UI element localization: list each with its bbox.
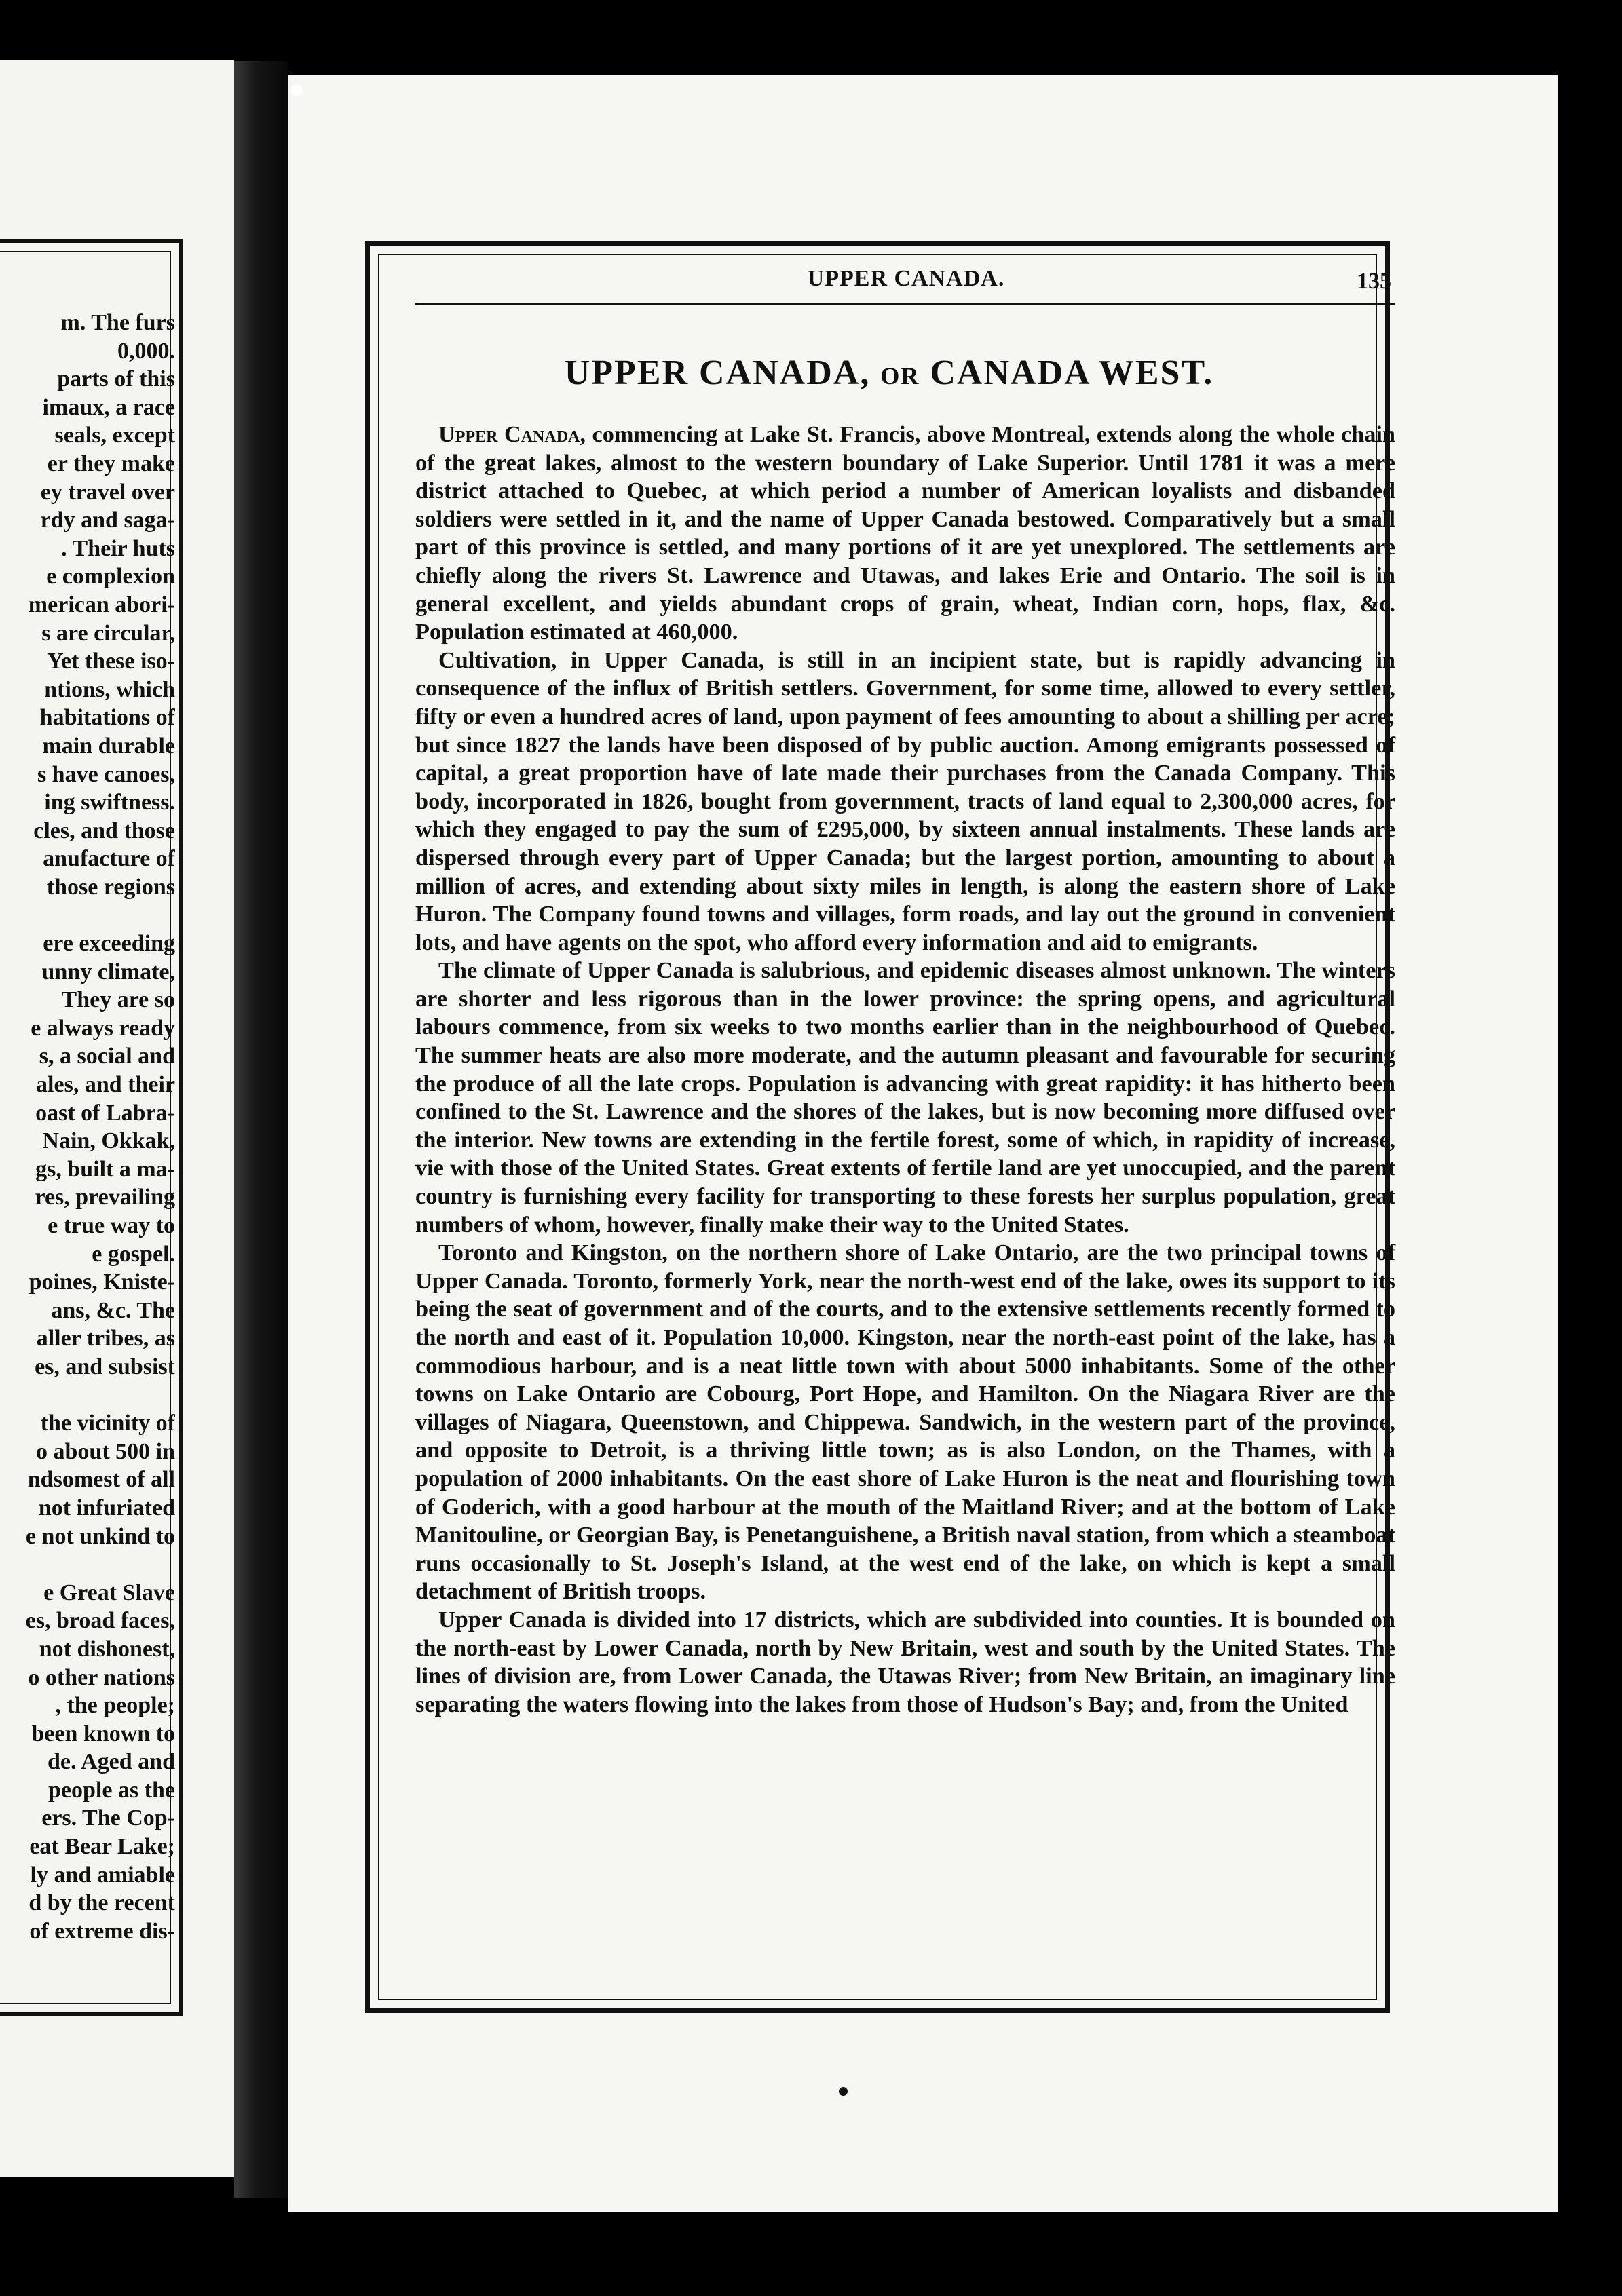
page-corner-mark xyxy=(290,84,303,96)
left-page-line: oast of Labra- xyxy=(35,1100,175,1126)
left-page-line: 0,000. xyxy=(117,338,175,364)
left-page-line xyxy=(0,901,175,930)
left-page-line: poines, Kniste- xyxy=(29,1269,175,1295)
left-page-line: . Their huts xyxy=(61,535,175,561)
running-head xyxy=(421,266,1391,300)
left-page-line: Nain, Okkak, xyxy=(42,1128,175,1154)
left-page-line: ers. The Cop- xyxy=(41,1805,175,1831)
left-page-line: ing swiftness. xyxy=(44,790,175,816)
left-page-line: the vicinity of xyxy=(40,1411,175,1436)
left-page-line: e complexion xyxy=(46,564,175,590)
left-page-line: ndsomest of all xyxy=(27,1467,175,1493)
book-spine xyxy=(234,61,288,2198)
left-page-line: e Great Slave xyxy=(43,1580,175,1605)
left-page-line: gs, built a ma- xyxy=(35,1156,175,1182)
heading-or: OR xyxy=(880,362,920,389)
left-page-line: d by the recent xyxy=(29,1890,175,1916)
left-page-line: people as the xyxy=(48,1777,175,1803)
left-page-line: de. Aged and xyxy=(48,1749,175,1775)
left-page-line: seals, except xyxy=(54,423,175,448)
left-page-line: ales, and their xyxy=(36,1072,175,1098)
left-page-line: not dishonest, xyxy=(39,1636,175,1662)
left-page-line: ly and amiable xyxy=(30,1862,175,1888)
left-page-line: rdy and saga- xyxy=(40,508,175,533)
heading-part-1: UPPER CANADA, xyxy=(564,353,881,392)
paragraph-1-lead: Upper Canada, xyxy=(438,421,586,447)
paragraph-5: Upper Canada is divided into 17 districts, which are subdivided into counties. It is bounded on the north-east by Lower Canada, north by New Britain, west and south by the United States. The lines of division are, from Lower Canada, the Utawas River; from New Britain, an imaginary line separating the waters flowing into the lakes from those of Hudson's Bay; and, from the United xyxy=(415,1606,1395,1717)
header-rule xyxy=(415,303,1395,305)
left-page-line: es, broad faces, xyxy=(25,1608,175,1634)
paragraph-1-text: commencing at Lake St. Francis, above Montreal, extends along the whole chain of the great lakes, almost to the western boundary of Lake Superior. Until 1781 it was a mere district attached to Quebec, at which period a number of American loyalists and disbanded soldiers were settled in it, and the name of Upper Canada bestowed. Comparatively but a small part of this province is settled, and many portions of it are yet unexplored. The settlements are chiefly along the rivers St. Lawrence and Utawas, and lakes Erie and Ontario. The soil is in general excellent, and yields abundant crops of grain, wheat, Indian corn, hops, flax, &c. Population estimated at 460,000. xyxy=(415,421,1395,645)
paragraph-4: Toronto and Kingston, on the northern shore of Lake Ontario, are the two principal towns of Upper Canada. Toronto, formerly York, near the north-west end of the lake, owes its support to its being the seat of government and of the courts, and to the extensive settlements recently formed to the north and east of it. Population 10,000. Kingston, near the north-east point of the lake, has a commodious harbour, and is a neat little town with about 5000 inhabitants. Some of the other towns on Lake Ontario are Cobourg, Port Hope, and Hamilton. On the Niagara River are the villages of Niagara, Queenstown, and Chippewa. Sandwich, in the western part of the province, and opposite to Detroit, is a thriving little town; as is also London, on the Thames, with a population of 2000 inhabitants. On the east shore of Lake Huron is the neat and flourishing town of Goderich, with a good harbour at the mouth of the Maitland River; and at the bottom of Lake Manitouline, or Georgian Bay, is Penetanguishene, a British naval station, from which a steamboat runs occasionally to St. Joseph's Island, at the west end of the lake, on which is kept a small detachment of British troops. xyxy=(415,1240,1395,1605)
left-page-line: o about 500 in xyxy=(36,1438,175,1464)
left-page-line: res, prevailing xyxy=(35,1185,175,1210)
left-page-line: Yet these iso- xyxy=(47,649,175,674)
left-page-line: ans, &c. The xyxy=(51,1297,175,1323)
left-page-line: parts of this xyxy=(57,366,175,392)
left-page-line: of extreme dis- xyxy=(29,1918,175,1944)
left-page-line: imaux, a race xyxy=(42,394,175,420)
left-page-line xyxy=(0,1381,175,1410)
left-page-line: ey travel over xyxy=(40,479,175,505)
left-page-line: unny climate, xyxy=(41,959,175,984)
left-page-line: , the people; xyxy=(55,1693,175,1719)
left-page-line: e true way to xyxy=(48,1213,175,1238)
left-page-line: been known to xyxy=(31,1721,175,1746)
running-title: UPPER CANADA. xyxy=(807,266,1005,291)
chapter-heading xyxy=(380,353,1398,393)
left-page-line: m. The furs xyxy=(60,310,175,335)
left-page-line: main durable xyxy=(42,733,175,759)
left-page-line: ntions, which xyxy=(44,676,175,702)
article-body xyxy=(415,421,1395,1719)
left-page-line: ere exceeding xyxy=(43,931,175,957)
left-page-line: not infuriated xyxy=(38,1495,175,1520)
page-number: 135 xyxy=(1357,269,1391,294)
left-page-line: habitations of xyxy=(39,705,175,731)
left-page-line: o other nations xyxy=(28,1664,175,1690)
left-page-line: merican abori- xyxy=(28,592,175,617)
left-page-line: s have canoes, xyxy=(37,761,175,787)
page-mark xyxy=(839,2087,848,2096)
left-page-line: eat Bear Lake; xyxy=(29,1834,175,1860)
left-page-line: those regions xyxy=(46,874,175,900)
paragraph-2: Cultivation, in Upper Canada, is still in an incipient state, but is rapidly advancing in consequence of the influx of British settlers. Government, for some time, allowed to every settler, fifty or even a hundred acres of land, upon payment of fees amounting to about a shilling per acre; but since 1827 the lands have been disposed of by public auction. Among emigrants possessed of capital, a great proportion have of late made their purchases from the Canada Company. This body, incorporated in 1826, bought from government, tracts of land equal to 2,300,000 acres, for which they engaged to pay the sum of £295,000, by sixteen annual instalments. These lands are dispersed through every part of Upper Canada; but the largest portion, amounting to about a million of acres, and extending about sixty miles in length, is along the eastern shore of Lake Huron. The Company found towns and villages, form roads, and lay out the ground in convenient lots, and have agents on the spot, who afford every information and aid to emigrants. xyxy=(415,647,1395,955)
left-page-line: e not unkind to xyxy=(25,1523,175,1549)
left-page-line: er they make xyxy=(47,451,175,476)
left-page-line: aller tribes, as xyxy=(36,1326,175,1352)
left-page-line: s are circular, xyxy=(41,620,175,646)
left-page-line: anufacture of xyxy=(43,846,175,872)
left-page-line: s, a social and xyxy=(39,1044,175,1069)
left-page-line xyxy=(0,1550,175,1579)
left-page-line: e always ready xyxy=(31,1015,175,1041)
heading-part-2: CANADA WEST. xyxy=(920,353,1214,392)
paragraph-3: The climate of Upper Canada is salubrious, and epidemic diseases almost unknown. The winters are shorter and less rigorous than in the lower province: the spring opens, and agricultural labours commence, from six weeks to two months earlier than in the neighbourhood of Quebec. The summer heats are also more moderate, and the autumn pleasant and favourable for securing the produce of all the late crops. Population is advancing with great rapidity: it has hitherto been confined to the St. Lawrence and the shores of the lakes, but is now becoming more diffused over the interior. New towns are extending in the fertile forest, some of which, in rapidity of increase, vie with those of the United States. Great extents of fertile land are yet unoccupied, and the parent country is furnishing every facility for transporting to these forests her surplus population, great numbers of whom, however, finally make their way to the United States. xyxy=(415,957,1395,1238)
left-page-line: e gospel. xyxy=(92,1241,175,1267)
left-page-line: es, and subsist xyxy=(35,1354,175,1379)
paragraph-1 xyxy=(415,421,1395,647)
left-page-text xyxy=(0,309,175,1945)
left-page-line: They are so xyxy=(61,987,175,1013)
left-page-line: cles, and those xyxy=(33,818,175,843)
